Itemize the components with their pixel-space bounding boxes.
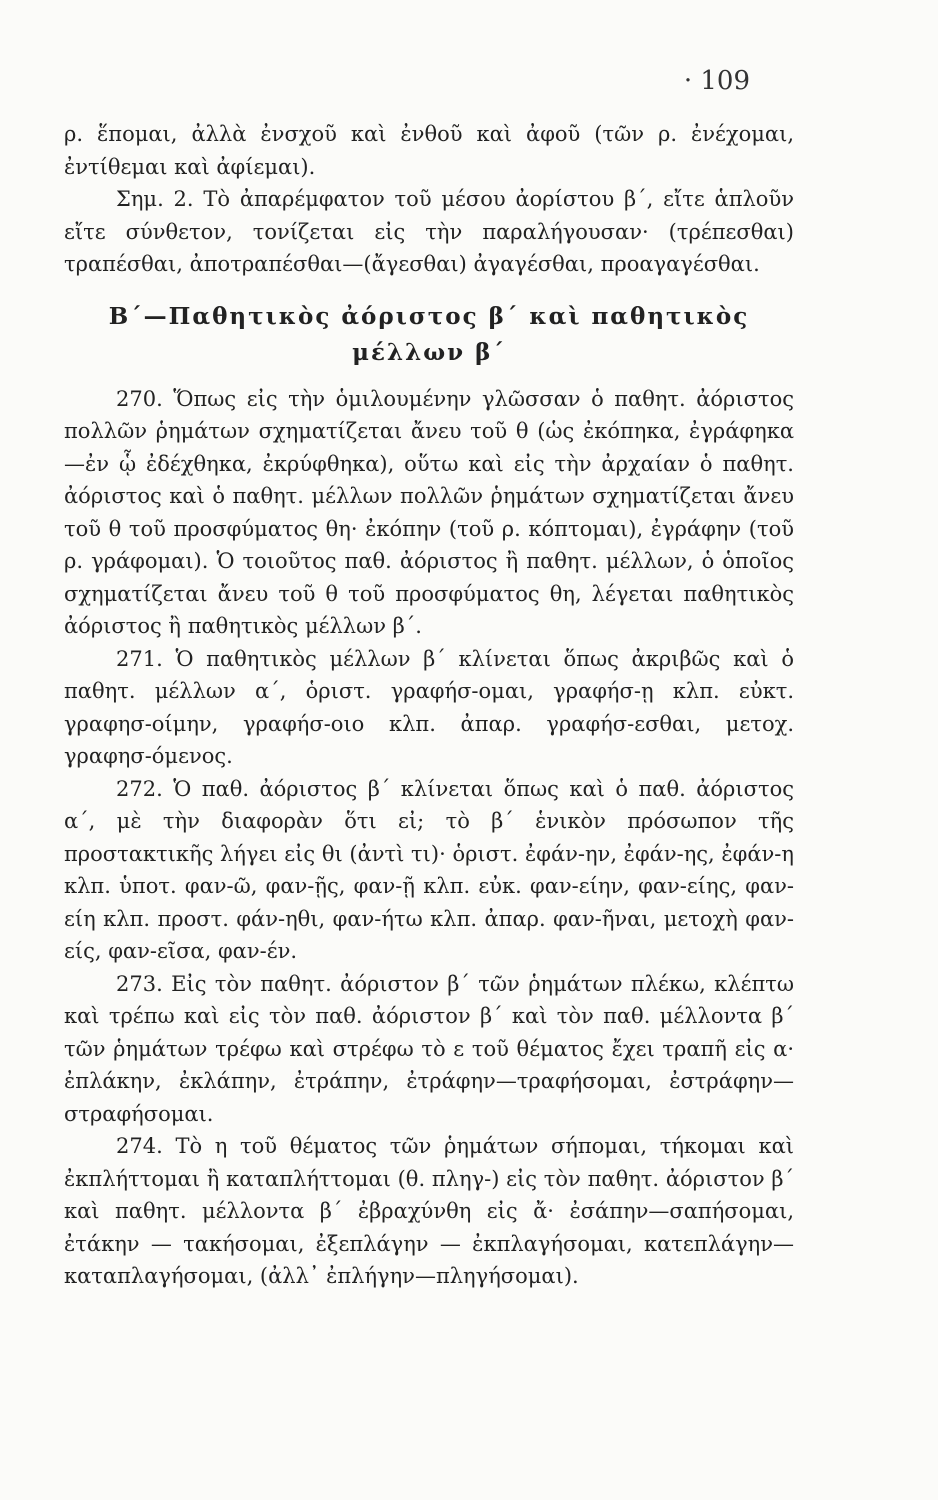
page-body: [64, 118, 794, 1293]
section-270: 270. Ὅπως εἰς τὴν ὁμιλουμένην γλῶσσαν ὁ παθητ. ἀόριστος πολλῶν ῥημάτων σχηματίζεται ἄνευ τοῦ θ (ὡς ἐκόπηκα, ἐγράφηκα—ἐν ᾧ ἐδέχθηκα, ἐκρύφθηκα), οὕτω καὶ εἰς τὴν ἀρχαίαν ὁ παθητ. ἀόριστος καὶ ὁ παθητ. μέλλων πολλῶν ῥημάτων σχηματίζεται ἄνευ τοῦ θ τοῦ προσφύματος θη· ἐκόπην (τοῦ ρ. κόπτομαι), ἐγράφην (τοῦ ρ. γράφομαι). Ὁ τοιοῦτος παθ. ἀόριστος ἢ παθητ. μέλλων, ὁ ὁποῖος σχηματίζεται ἄνευ τοῦ θ τοῦ προσφύματος θη, λέγεται παθητικὸς ἀόριστος ἢ παθητικὸς μέλλων β΄.: [64, 386, 794, 638]
section-heading-line-2: μέλλων β΄: [352, 338, 506, 366]
section-271: 271. Ὁ παθητικὸς μέλλων β΄ κλίνεται ὅπως ἀκριβῶς καὶ ὁ παθητ. μέλλων α΄, ὁριστ. γραφήσ-ομαι, γραφήσ-ῃ κλπ. εὐκτ. γραφησ-οίμην, γραφήσ-οιο κλπ. ἀπαρ. γραφήσ-εσθαι, μετοχ. γραφησ-όμενος.: [64, 646, 794, 768]
section-273: 273. Εἰς τὸν παθητ. ἀόριστον β΄ τῶν ῥημάτων πλέκω, κλέπτω καὶ τρέπω καὶ εἰς τὸν παθ. ἀόριστον β΄ καὶ τὸν παθ. μέλλοντα β΄ τῶν ῥημάτων τρέφω καὶ στρέφω τὸ ε τοῦ θέματος ἔχει τραπῆ εἰς α· ἐπλάκην, ἐκλάπην, ἐτράπην, ἐτράφην—τραφήσομαι, ἐστράφην—στραφήσομαι.: [64, 971, 794, 1126]
section-heading-line-1: Β΄—Παθητικὸς ἀόριστος β΄ καὶ παθητικὸς: [108, 302, 750, 330]
paragraph: ρ. ἕπομαι, ἀλλὰ ἐνσχοῦ καὶ ἐνθοῦ καὶ ἀφοῦ (τῶν ρ. ἐνέχομαι, ἐντίθεμαι καὶ ἀφίεμαι).: [64, 122, 794, 179]
paragraph-note: Σημ. 2. Τὸ ἀπαρέμφατον τοῦ μέσου ἀορίστου β΄, εἴτε ἁπλοῦν εἴτε σύνθετον, τονίζεται εἰς τὴν παραλήγουσαν· (τρέπεσθαι) τραπέσθαι, ἀποτραπέσθαι—(ἄγεσθαι) ἀγαγέσθαι, προαγαγέσθαι.: [64, 187, 794, 276]
section-heading: [64, 299, 794, 371]
section-274: 274. Τὸ η τοῦ θέματος τῶν ῥημάτων σήπομαι, τήκομαι καὶ ἐκπλήττομαι ἢ καταπλήττομαι (θ. πληγ-) εἰς τὸν παθητ. ἀόριστον β΄ καὶ παθητ. μέλλοντα β΄ ἐβραχύνθη εἰς ἄ· ἐσάπην—σαπήσομαι, ἐτάκην — τακήσομαι, ἐξεπλάγην — ἐκπλαγήσομαι, κατεπλάγην—καταπλαγήσομαι, (ἀλλ᾽ ἐπλήγην—πληγήσομαι).: [64, 1134, 794, 1288]
page-number: · 109: [683, 66, 750, 96]
section-272: 272. Ὁ παθ. ἀόριστος β΄ κλίνεται ὅπως καὶ ὁ παθ. ἀόριστος α΄, μὲ τὴν διαφορὰν ὅτι εἰ; τὸ β΄ ἑνικὸν πρόσωπον τῆς προστακτικῆς λήγει εἰς θι (ἀντὶ τι)· ὁριστ. ἐφάν-ην, ἐφάν-ης, ἐφάν-η κλπ. ὑποτ. φαν-ῶ, φαν-ῇς, φαν-ῇ κλπ. εὐκ. φαν-είην, φαν-είης, φαν-είη κλπ. προστ. φάν-ηθι, φαν-ήτω κλπ. ἀπαρ. φαν-ῆναι, μετοχὴ φαν-είς, φαν-εῖσα, φαν-έν.: [64, 776, 794, 963]
